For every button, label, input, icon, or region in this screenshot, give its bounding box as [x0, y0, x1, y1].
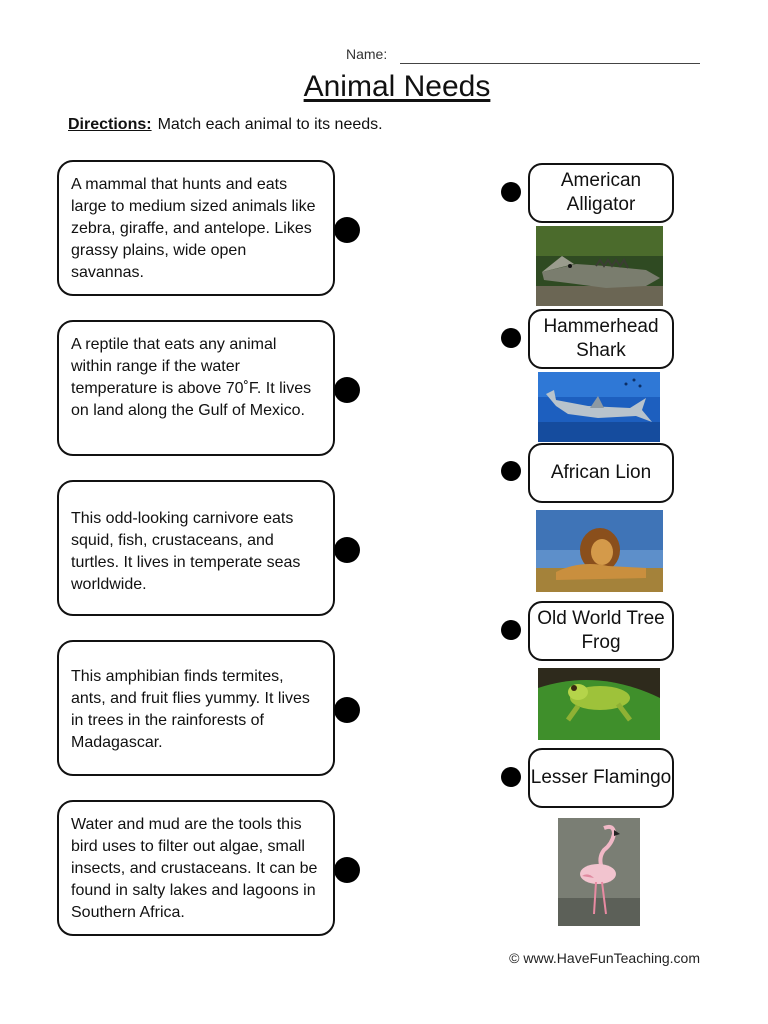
- copyright-footer: © www.HaveFunTeaching.com: [509, 950, 700, 966]
- match-dot-description-3[interactable]: [334, 537, 360, 563]
- match-dot-flamingo[interactable]: [501, 767, 521, 787]
- name-label: Name:: [346, 46, 388, 62]
- flamingo-photo: [558, 818, 640, 926]
- animal-label-lion: African Lion: [528, 443, 674, 503]
- directions: [68, 116, 383, 134]
- match-dot-alligator[interactable]: [501, 182, 521, 202]
- animal-label-shark: Hammerhead Shark: [528, 309, 674, 369]
- match-dot-description-2[interactable]: [334, 377, 360, 403]
- match-dot-description-1[interactable]: [334, 217, 360, 243]
- match-dot-lion[interactable]: [501, 461, 521, 481]
- page-title: Animal Needs: [303, 70, 491, 103]
- alligator-photo: [536, 226, 663, 306]
- lion-photo: [536, 510, 663, 592]
- animal-label-flamingo: Lesser Flamingo: [528, 748, 674, 808]
- hammerhead-shark-photo: [538, 372, 660, 442]
- match-dot-description-4[interactable]: [334, 697, 360, 723]
- match-dot-frog[interactable]: [501, 620, 521, 640]
- tree-frog-photo: [538, 668, 660, 740]
- description-alligator: A reptile that eats any animal within range if the water temperature is above 70˚F. It lives on land along the Gulf of Mexico.: [57, 320, 335, 456]
- animal-label-alligator: American Alligator: [528, 163, 674, 223]
- directions-text: Match each animal to its needs.: [157, 116, 383, 133]
- description-flamingo: Water and mud are the tools this bird uses to filter out algae, small insects, and crustaceans. It can be found in salty lakes and lagoons in Southern Africa.: [57, 800, 335, 936]
- description-frog: This amphibian finds termites, ants, and fruit flies yummy. It lives in trees in the rainforests of Madagascar.: [57, 640, 335, 776]
- match-dot-description-5[interactable]: [334, 857, 360, 883]
- match-dot-shark[interactable]: [501, 328, 521, 348]
- animal-label-frog: Old World Tree Frog: [528, 601, 674, 661]
- name-input-line[interactable]: [400, 63, 700, 64]
- directions-label: Directions:: [68, 116, 152, 133]
- description-lion: A mammal that hunts and eats large to medium sized animals like zebra, giraffe, and antelope. Likes grassy plains, wide open savannas.: [57, 160, 335, 296]
- description-shark: This odd-looking carnivore eats squid, fish, crustaceans, and turtles. It lives in temperate seas worldwide.: [57, 480, 335, 616]
